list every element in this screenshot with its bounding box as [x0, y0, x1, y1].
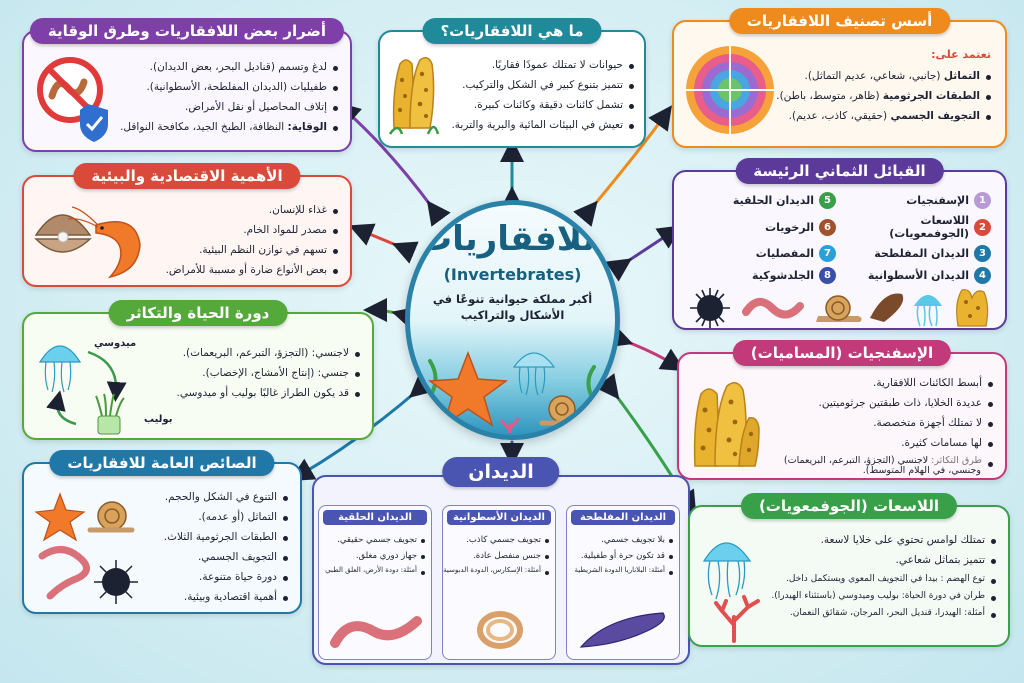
phylum-8: 8 الجلدشوكية [688, 267, 836, 284]
roundworms-column [442, 505, 556, 660]
phylum-2: 2 اللاسعات (الجوفمعويات) [843, 214, 991, 240]
economic-card [22, 167, 352, 287]
coral-icon [502, 419, 518, 440]
list-item: تتميز بتنوع كبير في الشكل والتركيب. [451, 76, 634, 96]
sponge-illustration [388, 50, 440, 138]
list-item: تجويف جسمي كاذب. [447, 532, 549, 548]
life-cycle-title: دورة الحياة والتكاثر [109, 300, 288, 326]
no-worm-shield-icon [34, 54, 118, 144]
list-item: توع الهضم : بيدا في التجويف المعوي ويستكمل داخل. [771, 571, 996, 588]
list-item: طران في دورة الحياة: بوليب وميدوسي (باستثناء الهيدرا). [771, 588, 996, 605]
list-item: تسهم في توازن النظم البيئية. [166, 241, 338, 261]
harms-card [22, 22, 352, 152]
list-item: طرق التكاثر: لاجنسي (التجزؤ، التبرعم، البريعمات) [784, 454, 993, 468]
jellyfish-icon [914, 295, 942, 326]
phyla-title: القبائل الثماني الرئيسة [735, 158, 943, 184]
list-item: لها مسامات كثيرة. [784, 434, 993, 454]
sponges-list [784, 374, 993, 468]
general-card [22, 454, 302, 614]
center-description: أكبر مملكة حيوانية تنوعًا في الأشكال والتراكيب [432, 292, 593, 323]
annelids-list [319, 529, 431, 578]
classification-list [776, 67, 991, 127]
roundworms-title: الديدان الأسطوانية [447, 510, 551, 525]
general-animals-illustration [32, 492, 142, 612]
earthworm-icon [42, 549, 87, 596]
sponges-card [677, 344, 1007, 480]
classification-card [672, 12, 1007, 148]
phylum-6: 6 الرخويات [688, 214, 836, 240]
list-item: تشمل كائنات دقيقة وكائنات كبيرة. [451, 96, 634, 116]
underwater-scene-illustration [410, 333, 615, 440]
jellyfish-icon [514, 353, 554, 395]
roundworms-list [443, 529, 555, 578]
list-item: الوقاية: النظافة، الطبخ الجيد، مكافحة النواقل. [120, 118, 338, 138]
sponge-icon [957, 290, 988, 326]
jellyfish-coral-illustration [698, 525, 770, 643]
list-item: التجويف الجسمي. [164, 548, 288, 568]
list-item: حيوانات لا تمتلك عمودًا فقاريًا. [451, 56, 634, 76]
list-item: التماثل (جانبي، شعاعي، عديم التماثل). [776, 67, 991, 87]
list-item: جنسي: (إنتاج الأمشاج، الإخصاب). [177, 364, 360, 384]
phyla-animals-illustration [688, 284, 994, 328]
annelids-column [318, 505, 432, 660]
worms-card [312, 461, 690, 665]
jellyfish-icon [704, 543, 750, 599]
life-cycle-list [177, 344, 360, 404]
list-item: طفيليات (الديدان المفلطحة، الأسطوانية). [120, 78, 338, 98]
list-item: أمثلة: الإسكارس، الدودة الدبوسية [447, 564, 549, 577]
cnidaria-card [688, 497, 1010, 647]
flatworms-column [566, 505, 680, 660]
earthworm-icon [746, 302, 800, 315]
center-title: اللافقاريات [417, 219, 607, 259]
flatworms-title: الديدان المفلطحة [571, 510, 675, 525]
list-item: بلا تجويف جسمي. [571, 532, 673, 548]
phylum-4: 4 الديدان الأسطوانية [843, 267, 991, 284]
phyla-grid [688, 192, 991, 289]
list-item: لاجنسي: (التجزؤ، التبرعم، البريعمات). [177, 344, 360, 364]
list-item: تمتلك لوامس تحتوي على خلايا لاسعة. [771, 531, 996, 551]
list-item: دورة حياة متنوعة. [164, 568, 288, 588]
classification-intro: تعتمد على: [931, 48, 991, 61]
phylum-5: 5 الديدان الحلقية [688, 192, 836, 209]
sponge-illustration [691, 376, 761, 472]
harms-list [120, 58, 338, 138]
starfish-icon [430, 353, 506, 425]
list-item: التماثل (أو عدمه). [164, 508, 288, 528]
oyster-shrimp-illustration [32, 195, 152, 283]
list-item: إتلاف المحاصيل أو نقل الأمراض. [120, 98, 338, 118]
list-item: جنس منفصل عادة. [447, 548, 549, 564]
economic-list [166, 201, 338, 281]
list-item: مصدر للمواد الخام. [166, 221, 338, 241]
flatworms-list [567, 529, 679, 578]
list-item: أمثلة: دودة الأرض، العلق الطبي [323, 564, 425, 577]
list-item: أبسط الكائنات اللافقارية. [784, 374, 993, 394]
list-item: بعض الأنواع ضارة أو مسببة للأمراض. [166, 261, 338, 281]
phylum-1: 1 الإسفنجيات [843, 192, 991, 209]
coral-icon [716, 597, 758, 641]
flatworm-icon [577, 609, 671, 653]
list-item: لا تمتلك أجهزة متخصصة. [784, 414, 993, 434]
cycle-arrow-icon [57, 400, 76, 424]
what-are-title: ما هي اللافقاريات؟ [422, 18, 601, 44]
starfish-icon [36, 494, 84, 540]
list-item: أمثلة: الهيدرا، قنديل البحر، المرجان، شقائق النعمان. [771, 605, 996, 622]
list-item: الطبقات الجرثومية الثلاث. [164, 528, 288, 548]
medusa-jellyfish-icon [40, 346, 80, 392]
earthworm-icon [329, 609, 423, 653]
sponges-title: الإسفنجيات (المساميات) [733, 340, 951, 366]
phylum-7: 7 المفصليات [688, 245, 836, 262]
list-item: عديدة الخلايا، ذات طبقتين جرثوميتين. [784, 394, 993, 414]
medusa-label: ميدوسي [94, 338, 137, 349]
flatworm-icon [870, 294, 903, 323]
list-item: قد يكون الطراز غالبًا بوليب أو ميدوسي. [177, 384, 360, 404]
harms-title: أضرار بعض اللافقاريات وطرق الوقاية [30, 18, 344, 44]
polyp-label: بوليب [144, 414, 173, 425]
worms-title: الديدان [442, 457, 559, 487]
center-subtitle: (Invertebrates) [443, 265, 582, 284]
list-item: التجويف الجسمي (حقيقي، كاذب، عديم). [776, 107, 991, 127]
phyla-card [672, 162, 1007, 330]
snail-icon [542, 396, 586, 423]
list-item: تجويف جسمي حقيقي. [323, 532, 425, 548]
list-item: تعيش في البيئات المائية والبرية والتربة. [451, 116, 634, 136]
sea-urchin-icon [94, 560, 138, 604]
cycle-arrow-icon [88, 352, 116, 392]
sea-urchin-icon [690, 288, 730, 328]
list-item: لدغ وتسمم (قناديل البحر، بعض الديدان). [120, 58, 338, 78]
snail-icon [816, 296, 862, 322]
polyp-icon [96, 394, 124, 434]
cnidaria-list [771, 531, 996, 622]
list-item: التنوع في الشكل والحجم. [164, 488, 288, 508]
symmetry-rings-icon [684, 44, 776, 136]
cnidaria-title: اللاسعات (الجوفمعويات) [741, 493, 957, 519]
center-topic [405, 200, 620, 440]
life-cycle-card [22, 304, 374, 440]
list-item: تتميز بتماثل شعاعي. [771, 551, 996, 571]
general-title: الصائص العامة للافقاريات [49, 450, 274, 476]
general-list [164, 488, 288, 608]
list-item: قد تكون حرة أو طفيلية. [571, 548, 673, 564]
what-are-card [378, 22, 646, 148]
annelids-title: الديدان الحلقية [323, 510, 427, 525]
list-item: أمثلة: البلاناريا الدودة الشريطية [571, 564, 673, 577]
list-item: جهاز دوري مغلق. [323, 548, 425, 564]
roundworm-icon [473, 607, 527, 653]
list-item: أهمية اقتصادية وبيئية. [164, 588, 288, 608]
list-item: الطبقات الجرثومية (ظاهر، متوسط، باطن). [776, 87, 991, 107]
sponges-reproduction-cont: وجنسي، في الهلام المتوسط). [862, 465, 981, 476]
what-are-list [451, 56, 634, 136]
snail-icon [90, 502, 132, 530]
list-item: غذاء للإنسان. [166, 201, 338, 221]
phylum-3: 3 الديدان المفلطحة [843, 245, 991, 262]
economic-title: الأهمية الاقتصادية والبيئية [73, 163, 300, 189]
classification-title: أسس تصنيف اللافقاريات [729, 8, 950, 34]
